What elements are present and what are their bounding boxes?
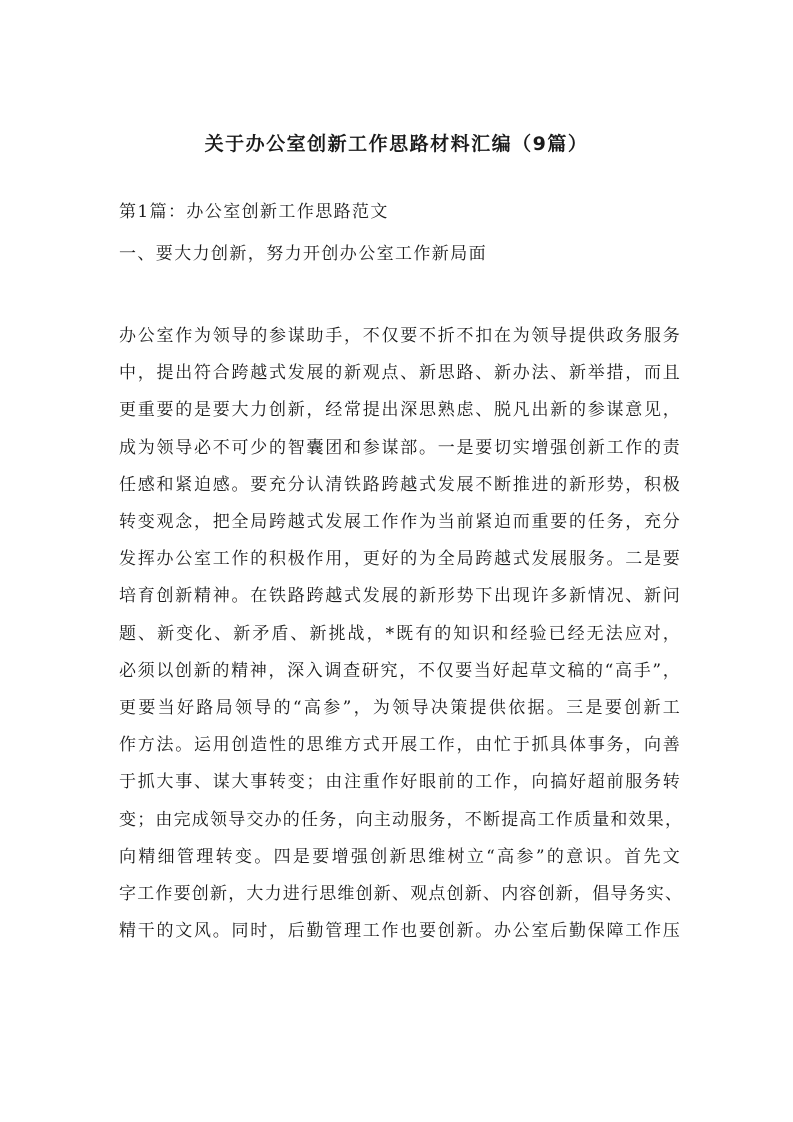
body-line: 必须以创新的精神，深入调查研究，不仅要当好起草文稿的“高手”， bbox=[119, 660, 681, 681]
body-line: 任感和紧迫感。要充分认清铁路跨越式发展不断推进的新形势，积极 bbox=[119, 474, 681, 495]
body-line: 办公室作为领导的参谋助手，不仅要不折不扣在为领导提供政务服务 bbox=[119, 326, 681, 346]
body-line: 成为领导必不可少的智囊团和参谋部。一是要切实增强创新工作的责 bbox=[119, 437, 681, 458]
subheading: 一、要大力创新，努力开创办公室工作新局面 bbox=[119, 244, 487, 264]
body-line: 更要当好路局领导的“高参”，为领导决策提供依据。三是要创新工 bbox=[119, 698, 681, 719]
body-line: 更重要的是要大力创新，经常提出深思熟虑、脱凡出新的参谋意见， bbox=[119, 400, 681, 421]
body-line: 于抓大事、谋大事转变；由注重作好眼前的工作，向搞好超前服务转 bbox=[119, 772, 681, 793]
body-line: 发挥办公室工作的积极作用，更好的为全局跨越式发展服务。二是要 bbox=[119, 549, 681, 570]
body-line: 转变观念，把全局跨越式发展工作作为当前紧迫而重要的任务，充分 bbox=[119, 512, 681, 533]
body-line: 中，提出符合跨越式发展的新观点、新思路、新办法、新举措，而且 bbox=[119, 363, 681, 384]
body-line: 精干的文风。同时，后勤管理工作也要创新。办公室后勤保障工作压 bbox=[119, 921, 681, 942]
body-paragraph bbox=[119, 318, 684, 950]
body-line: 培育创新精神。在铁路跨越式发展的新形势下出现许多新情况、新问 bbox=[119, 586, 681, 607]
body-line: 题、新变化、新矛盾、新挑战，*既有的知识和经验已经无法应对， bbox=[119, 623, 681, 644]
body-line: 向精细管理转变。四是要增强创新思维树立“高参”的意识。首先文 bbox=[119, 846, 681, 867]
body-line: 字工作要创新，大力进行思维创新、观点创新、内容创新，倡导务实、 bbox=[119, 884, 684, 905]
section-heading: 第1篇：办公室创新工作思路范文 bbox=[119, 202, 389, 222]
body-line: 变；由完成领导交办的任务，向主动服务，不断提高工作质量和效果， bbox=[119, 809, 684, 830]
body-line: 作方法。运用创造性的思维方式开展工作，由忙于抓具体事务，向善 bbox=[119, 735, 681, 756]
document-title: 关于办公室创新工作思路材料汇编（9篇） bbox=[204, 133, 589, 155]
